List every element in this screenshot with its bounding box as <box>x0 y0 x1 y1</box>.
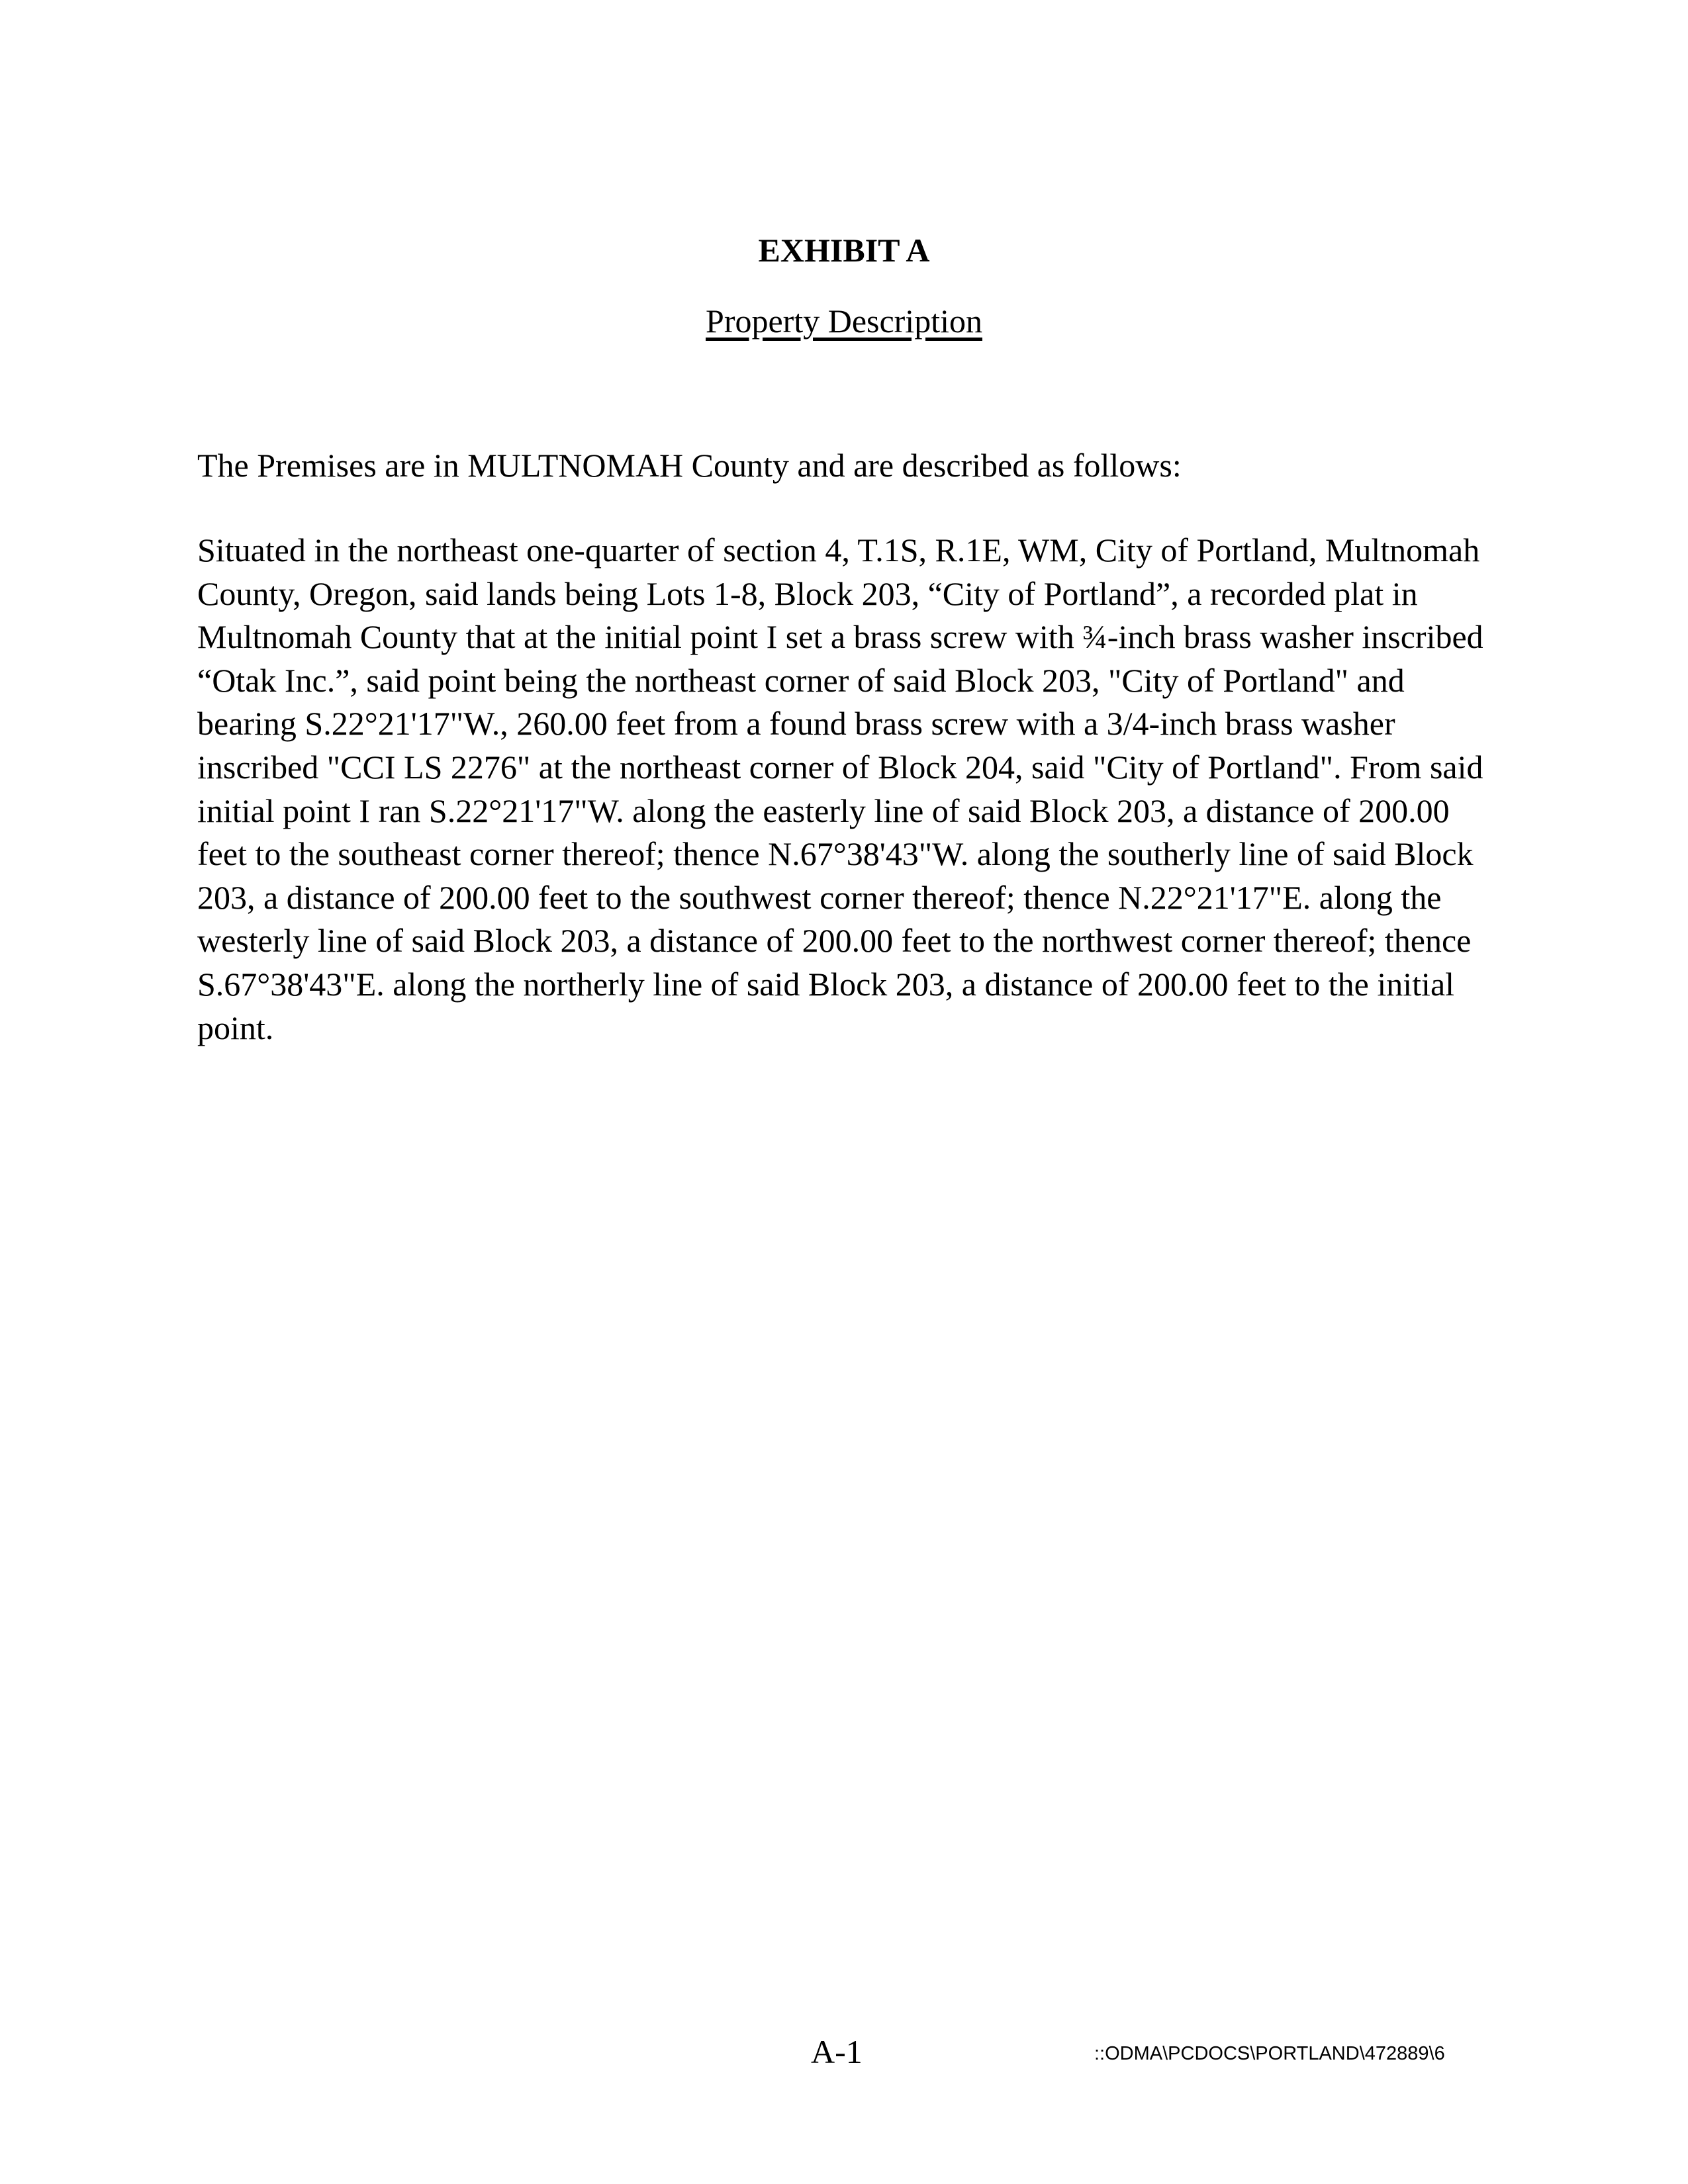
legal-description <box>197 529 1495 1050</box>
legal-description-line: 203, a distance of 200.00 feet to the southwest corner thereof; thence N.22°21'17"E. along the <box>197 878 1442 916</box>
legal-description-line: feet to the southeast corner thereof; thence N.67°38'43"W. along the southerly line of said Block <box>197 835 1474 873</box>
legal-description-line: S.67°38'43"E. along the northerly line of said Block 203, a distance of 200.00 feet to the initial <box>197 965 1455 1003</box>
legal-description-line: Multnomah County that at the initial point I set a brass screw with ¾-inch brass washer inscribed <box>197 618 1483 656</box>
legal-description-line: initial point I ran S.22°21'17"W. along the easterly line of said Block 203, a distance of 200.00 <box>197 792 1450 829</box>
legal-description-line: “Otak Inc.”, said point being the northeast corner of said Block 203, "City of Portland" and <box>197 661 1405 699</box>
legal-description-line: County, Oregon, said lands being Lots 1-8, Block 203, “City of Portland”, a recorded plat in <box>197 574 1418 612</box>
exhibit-title: EXHIBIT A <box>758 232 930 269</box>
legal-description-line: point. <box>197 1009 274 1046</box>
legal-description-line: Situated in the northeast one-quarter of section 4, T.1S, R.1E, WM, City of Portland, Multnomah <box>197 531 1480 569</box>
legal-description-line: inscribed "CCI LS 2276" at the northeast corner of Block 204, said "City of Portland". From said <box>197 748 1483 786</box>
legal-description-line: westerly line of said Block 203, a distance of 200.00 feet to the northwest corner thereof; thence <box>197 922 1472 960</box>
document-reference: ::ODMA\PCDOCS\PORTLAND\472889\6 <box>1094 2043 1445 2064</box>
page-number: A-1 <box>811 2033 863 2070</box>
exhibit-subtitle: Property Description <box>706 302 982 340</box>
intro-paragraph: The Premises are in MULTNOMAH County and are described as follows: <box>197 447 1182 484</box>
legal-description-line: bearing S.22°21'17"W., 260.00 feet from a found brass screw with a 3/4-inch brass washer <box>197 705 1395 743</box>
